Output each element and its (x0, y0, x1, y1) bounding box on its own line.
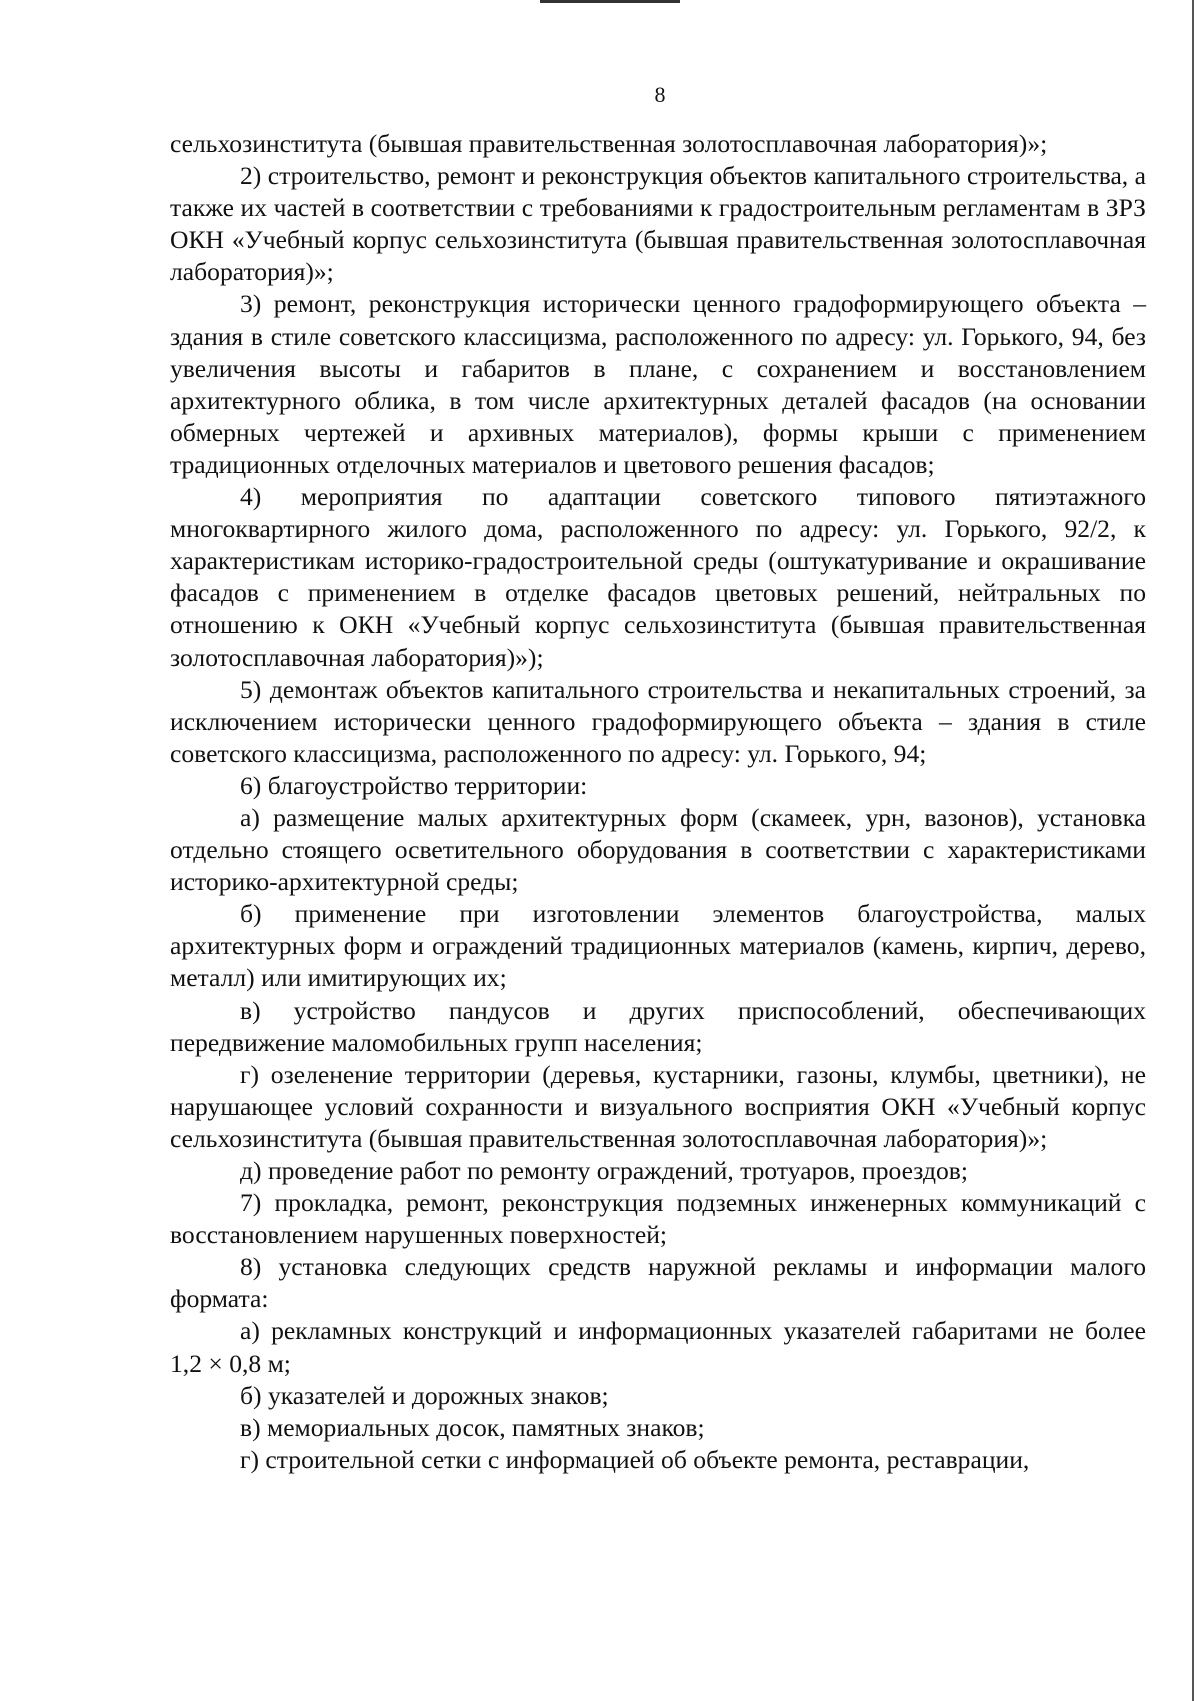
paragraph-continuation: сельхозинститута (бывшая правительственная золотосплавочная лаборатория)»; (170, 129, 1048, 158)
paragraph-item-8a: а) рекламных конструкций и информационных указателей габаритами не более 1,2 × 0,8 м; (170, 1316, 1146, 1378)
paragraph-item-6g: г) озеленение территории (деревья, кустарники, газоны, клумбы, цветники), не нарушающее условий сохранности и визуального восприятия ОКН «Учебный корпус сельхозинститута (бывшая правительственная золотосплавочная лаборатория)»; (170, 1059, 1146, 1153)
paragraph-item-6a: а) размещение малых архитектурных форм (скамеек, урн, вазонов), установка отдельно стоящего осветительного оборудования в соответствии с характеристиками историко-архитектурной среды; (170, 802, 1146, 897)
document-body (170, 128, 1146, 1476)
paragraph-item-8: 8) установка следующих средств наружной рекламы и информации малого формата: (170, 1252, 1146, 1314)
paragraph-item-6b: б) применение при изготовлении элементов благоустройства, малых архитектурных форм и ограждений традиционных материалов (камень, кирпич, дерево, металл) или имитирующих их; (170, 899, 1146, 993)
paragraph-item-8b: б) указателей и дорожных знаков; (240, 1380, 609, 1410)
paragraph-item-8v: в) мемориальных досок, памятных знаков; (240, 1412, 705, 1442)
paragraph-item-4: 4) мероприятия по адаптации советского типового пятиэтажного многоквартирного жилого дома, расположенного по адресу: ул. Горького, 92/2, к характеристикам историко-градостроительной среды (оштукатуривание и окрашивание фасадов с применением в отделке фасадов цветовых решений, нейтральных по отношению к ОКН «Учебный корпус сельхозинститута (бывшая правительственная золотосплавочная лаборатория)»); (170, 482, 1146, 672)
scan-artifact-right-edge (1192, 0, 1194, 1701)
paragraph-item-3: 3) ремонт, реконструкция исторически ценного градоформирующего объекта – здания в стиле советского классицизма, расположенного по адресу: ул. Горького, 94, без увеличения высоты и габаритов в плане, с сохранением и восстановлением архитектурного облика, в том числе архитектурных деталей фасадов (на основании обмерных чертежей и архивных материалов), формы крыши с применением традиционных отделочных материалов и цветового решения фасадов; (170, 289, 1146, 479)
paragraph-item-6: 6) благоустройство территории: (240, 770, 588, 800)
paragraph-item-5: 5) демонтаж объектов капитального строительства и некапитальных строений, за исключением исторически ценного градоформирующего объекта – здания в стиле советского классицизма, расположенного по адресу: ул. Горького, 94; (170, 674, 1146, 768)
paragraph-item-8g: г) строительной сетки с информацией об объекте ремонта, реставрации, (240, 1444, 1030, 1474)
paragraph-item-6d: д) проведение работ по ремонту ограждений, тротуаров, проездов; (240, 1156, 968, 1185)
page-number: 8 (654, 82, 666, 107)
scan-artifact-top (540, 0, 680, 3)
paragraph-item-7: 7) прокладка, ремонт, реконструкция подземных инженерных коммуникаций с восстановлением нарушенных поверхностей; (170, 1188, 1146, 1250)
paragraph-item-2: 2) строительство, ремонт и реконструкция объектов капитального строительства, а также их частей в соответствии с требованиями к градостроительным регламентам в ЗРЗ ОКН «Учебный корпус сельхозинститута (бывшая правительственная золотосплавочная лаборатория)»; (170, 161, 1146, 287)
paragraph-item-6v: в) устройство пандусов и других приспособлений, обеспечивающих передвижение маломобильных групп населения; (170, 995, 1146, 1057)
